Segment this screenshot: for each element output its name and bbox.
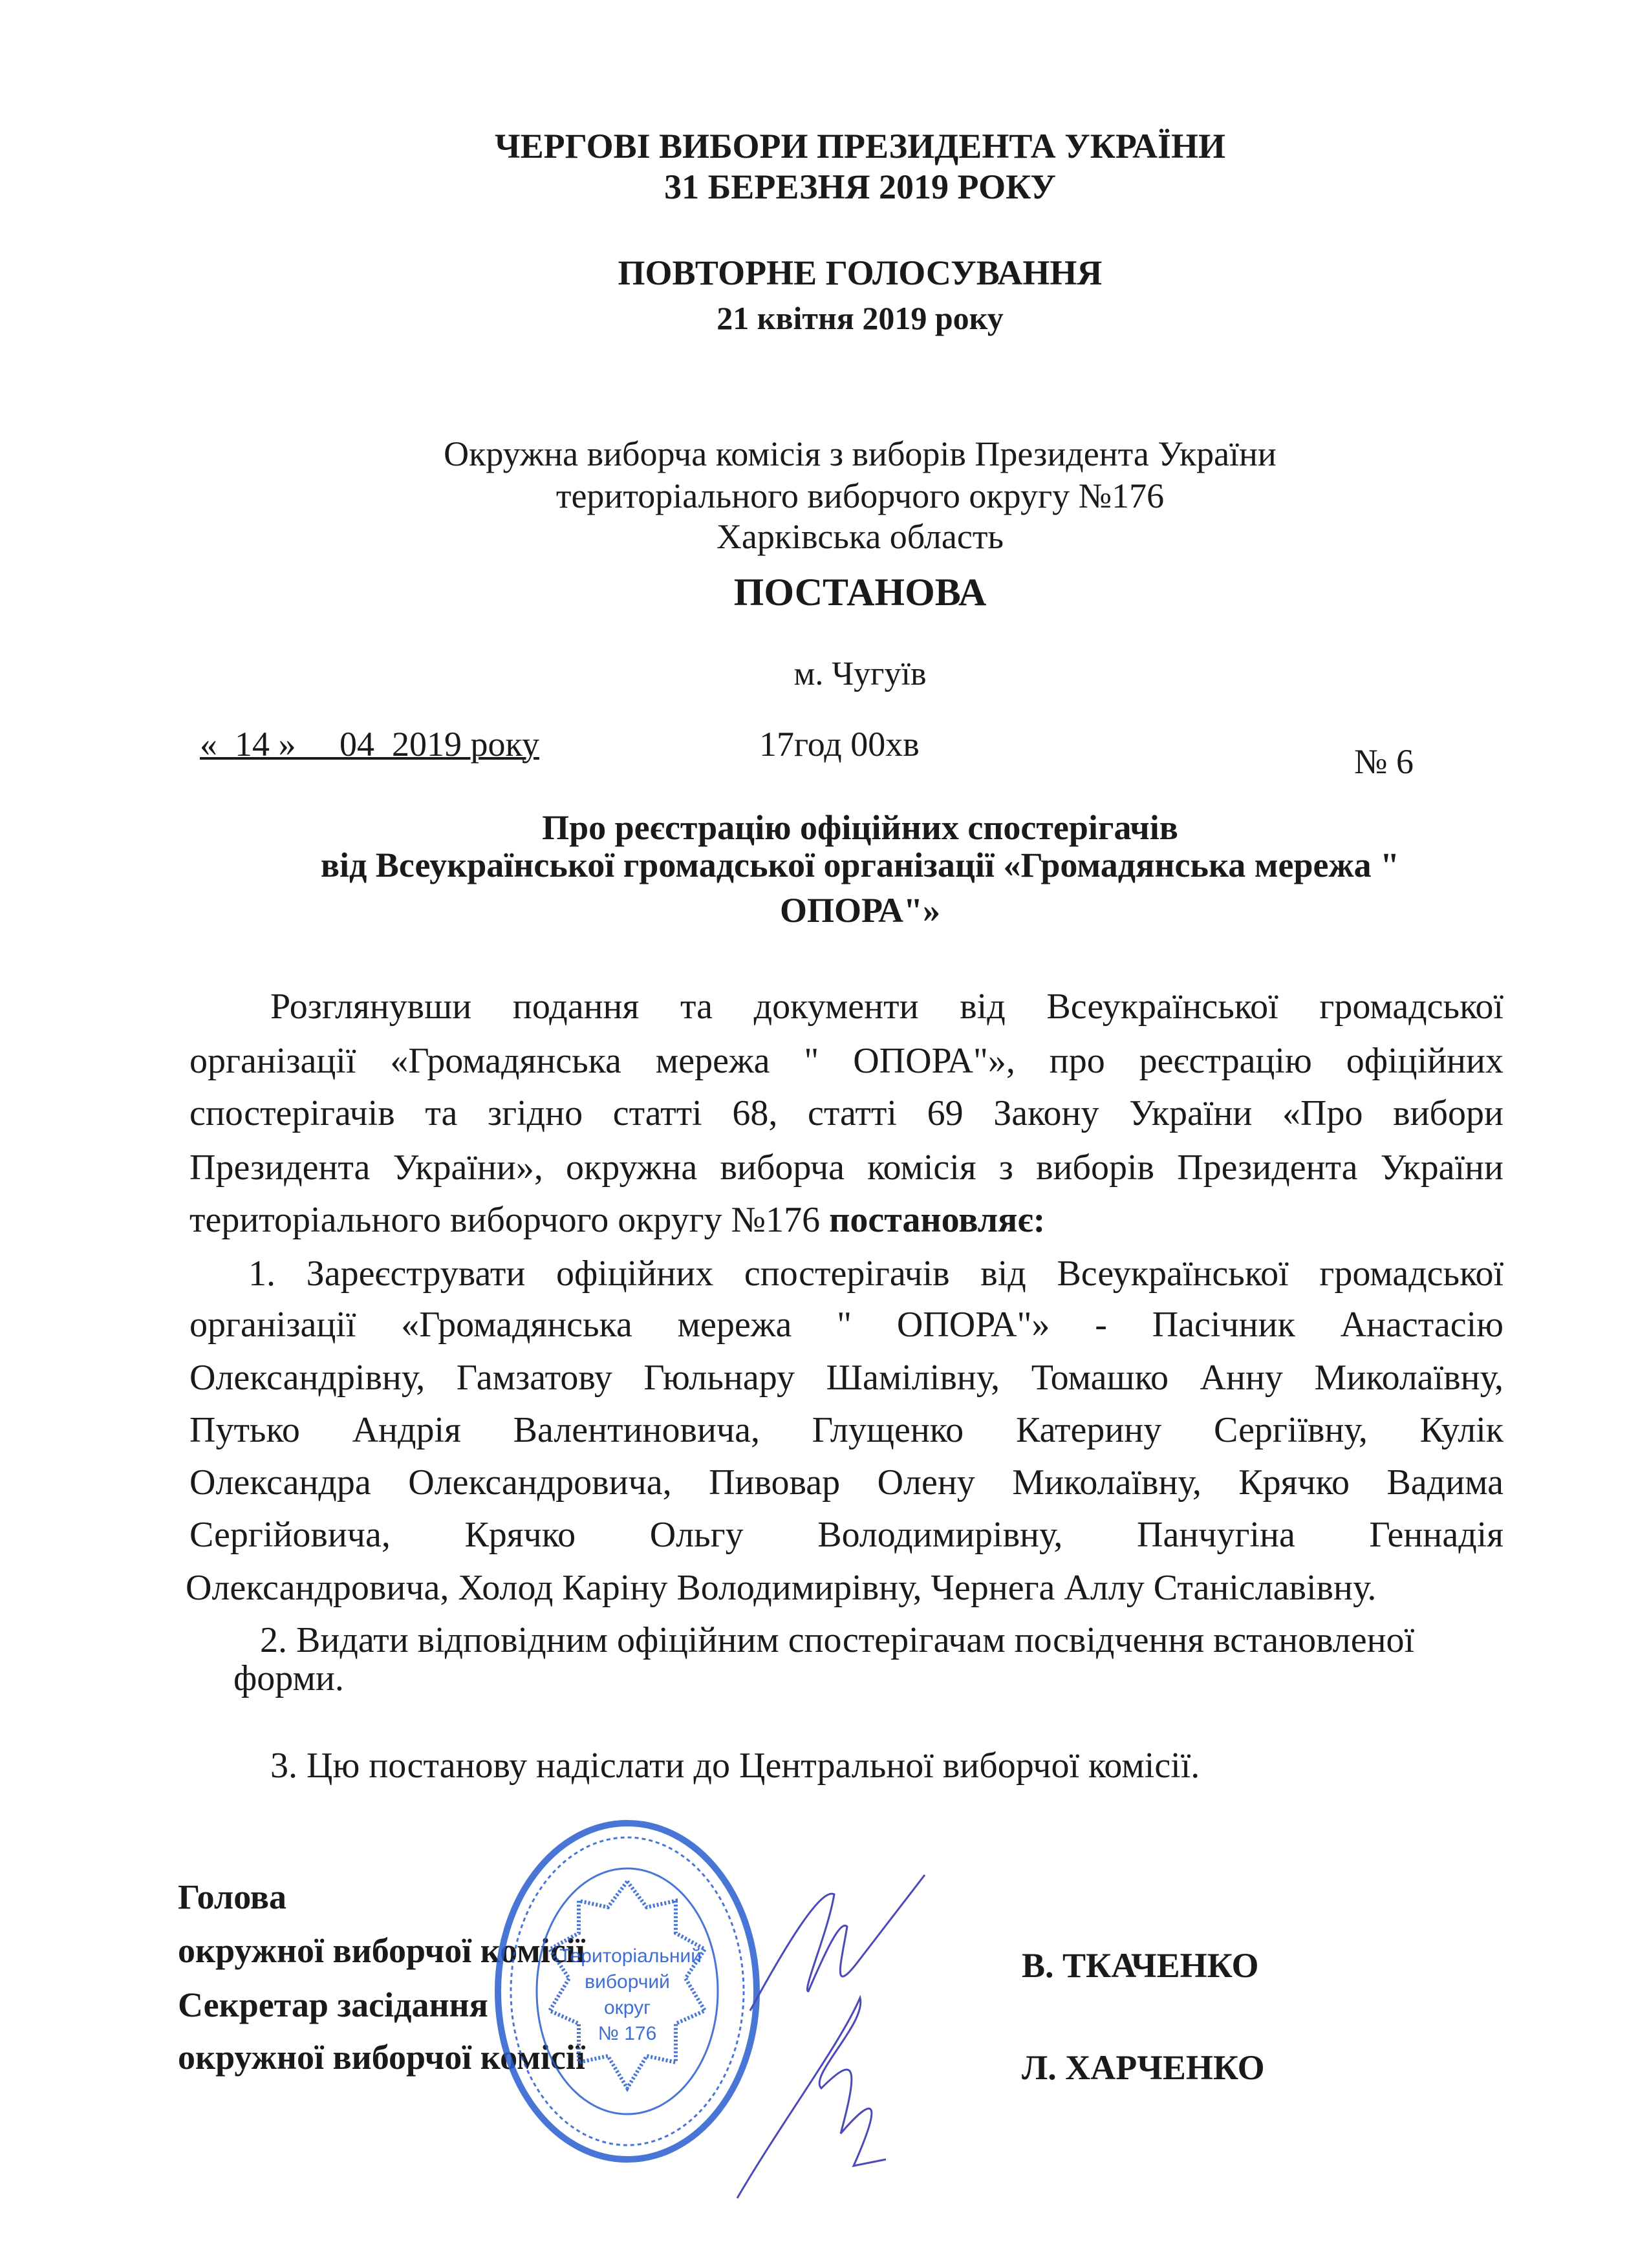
city: м. Чугуїв <box>793 656 927 692</box>
chair-role: Голова <box>178 1878 287 1916</box>
item-1-line: Путько Андрія Валентиновича, Глущенко Катерину Сергіївну, Кулік <box>189 1410 1503 1450</box>
item-1-line: Сергійовича, Крячко Ольгу Володимирівну, Панчугіна Геннадія <box>189 1515 1503 1555</box>
body-line <box>189 1194 1045 1246</box>
item-1-line: 1. Зареєструвати офіційних спостерігачів від Всеукраїнської громадської <box>248 1254 1503 1294</box>
stamp-text: округ <box>603 1997 651 2018</box>
body-line: Президента України», окружна виборча комісія з виборів Президента України <box>189 1148 1503 1188</box>
body-text: територіального виборчого округу №176 <box>189 1200 830 1240</box>
chair-role: окружної виборчої комісії <box>178 1931 585 1970</box>
stamp-text: Територіальний <box>559 1945 702 1967</box>
commission-line: територіального виборчого округу №176 <box>555 476 1165 515</box>
title-line: Про реєстрацію офіційних спостерігачів <box>542 808 1178 847</box>
secretary-role: окружної виборчої комісії <box>178 2038 585 2077</box>
item-2-line: форми. <box>233 1658 344 1698</box>
chair-signature <box>750 1875 925 2011</box>
item-2-line: 2. Видати відповідним офіційним спостерігачам посвідчення встановленої <box>260 1620 1415 1660</box>
secretary-role: Секретар засідання <box>178 1985 488 2024</box>
item-1-line: Олександрівну, Гамзатову Гюльнару Шамілівну, Томашко Анну Миколаївну, <box>189 1358 1503 1398</box>
item-1-line: організації «Громадянська мережа " ОПОРА"» - Пасічник Анастасію <box>189 1305 1503 1345</box>
election-date: 31 БЕРЕЗНЯ 2019 РОКУ <box>664 167 1056 206</box>
title-line: ОПОРА"» <box>779 891 941 930</box>
document-date: « 14 » 04 2019 року <box>200 725 539 764</box>
commission-line: Окружна виборча комісія з виборів Президента України <box>444 434 1277 473</box>
election-title: ЧЕРГОВІ ВИБОРИ ПРЕЗИДЕНТА УКРАЇНИ <box>494 127 1226 166</box>
runoff-title: ПОВТОРНЕ ГОЛОСУВАННЯ <box>618 253 1103 292</box>
chair-name: В. ТКАЧЕНКО <box>1022 1946 1259 1985</box>
stamp-text: виборчий <box>585 1971 670 1993</box>
secretary-signature <box>737 1998 886 2198</box>
title-line: від Всеукраїнської громадської організації «Громадянська мережа " <box>320 846 1400 884</box>
document-type: ПОСТАНОВА <box>733 571 987 614</box>
body-line: спостерігачів та згідно статті 68, статті 69 Закону України «Про вибори <box>189 1093 1503 1133</box>
handwritten-signatures <box>711 1862 983 2224</box>
document-time: 17год 00хв <box>759 725 920 764</box>
item-1-line: Олександра Олександровича, Пивовар Олену Миколаївну, Крячко Вадима <box>189 1462 1503 1503</box>
stamp-text: № 176 <box>598 2023 657 2044</box>
body-line: організації «Громадянська мережа " ОПОРА"», про реєстрацію офіційних <box>189 1041 1503 1081</box>
commission-line: Харківська область <box>716 517 1004 556</box>
runoff-date: 21 квітня 2019 року <box>717 300 1004 336</box>
item-3-line: 3. Цю постанову надіслати до Центральної виборчої комісії. <box>270 1746 1200 1786</box>
item-1-line: Олександровича, Холод Каріну Володимирівну, Чернега Аллу Станіславівну. <box>186 1568 1377 1608</box>
body-line: Розглянувши подання та документи від Всеукраїнської громадської <box>270 987 1503 1027</box>
secretary-name: Л. ХАРЧЕНКО <box>1022 2048 1265 2087</box>
resolves-keyword: постановляє: <box>829 1200 1046 1240</box>
document-number: № 6 <box>1354 742 1414 781</box>
